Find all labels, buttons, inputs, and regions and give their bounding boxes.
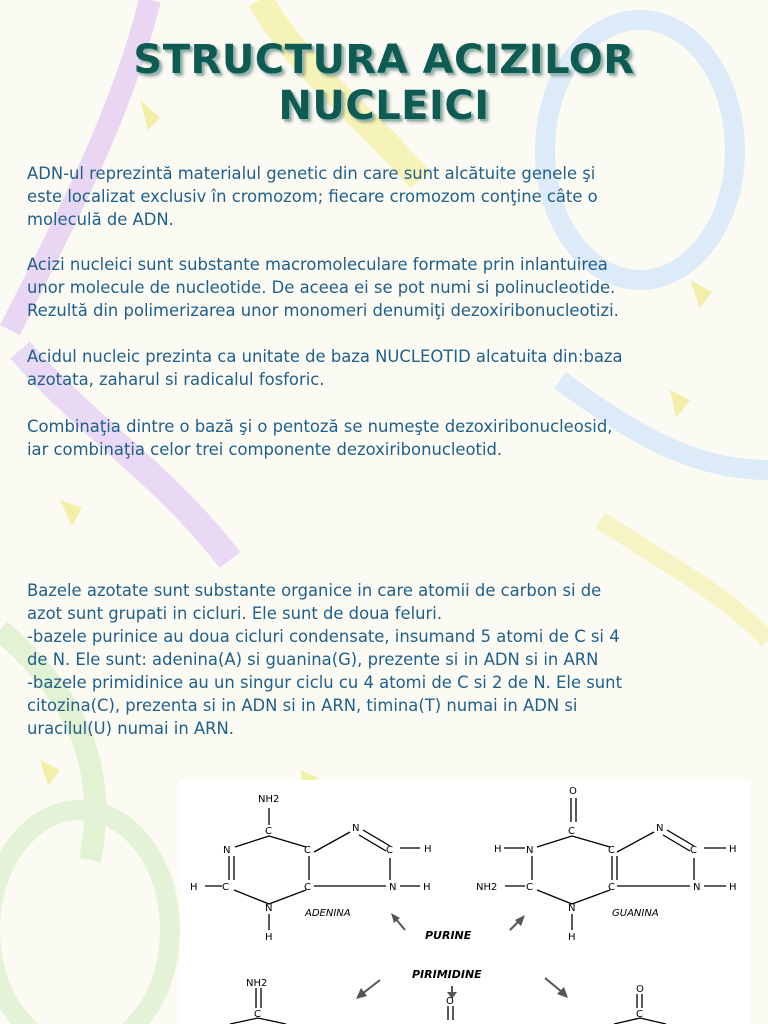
atom-c4-cyt: C (254, 1009, 261, 1020)
paragraph-nucleic-acids (27, 253, 742, 322)
adenine-label: ADENINA (305, 908, 351, 919)
text-line: Acizi nucleici sunt substante macromoleculare formate prin inlantuirea (27, 255, 608, 274)
guanine-nh2: NH2 (476, 882, 498, 893)
atom-c5: C (304, 845, 311, 856)
atom-c8-g: C (690, 845, 697, 856)
atom-o6: O (569, 786, 577, 797)
nitrogen-bases-diagram (180, 780, 750, 1024)
atom-h8: H (424, 844, 432, 855)
atom-c6: C (265, 826, 272, 837)
text-line: ADN-ul reprezintă materialul genetic din care sunt alcătuite genele şi (27, 164, 596, 183)
atom-n9: N (389, 882, 397, 893)
atom-n9-g: N (693, 882, 701, 893)
text-line: Rezultă din polimerizarea unor monomeri denumiţi dezoxiribonucleotizi. (27, 301, 619, 320)
atom-n3: N (265, 903, 273, 914)
text-line: uracilul(U) numai in ARN. (27, 719, 235, 738)
atom-c4: C (304, 882, 311, 893)
text-line: azotata, zaharul si radicalul fosforic. (27, 370, 325, 389)
atom-h1-g: H (494, 844, 502, 855)
atom-c4-g: C (608, 882, 615, 893)
atom-n7-g: N (656, 823, 664, 834)
purine-label: PURINE (425, 929, 472, 942)
page-title (0, 37, 768, 129)
text-line: iar combinaţia celor trei componente dezoxiribonucleotid. (27, 440, 503, 459)
atom-h3-g: H (568, 932, 576, 943)
atom-c6-g: C (568, 826, 575, 837)
title-line-2: NUCLEICI (278, 82, 490, 129)
atom-h9: H (423, 882, 431, 893)
text-line: Bazele azotate sunt substante organice in care atomii de carbon si de (27, 581, 602, 600)
atom-o-right: O (636, 984, 644, 995)
text-line: unor molecule de nucleotide. De aceea ei se pot numi si polinucleotide. (27, 278, 616, 297)
pirimidine-label: PIRIMIDINE (412, 968, 482, 981)
text-line: Acidul nucleic prezinta ca unitate de baza NUCLEOTID alcatuita din:baza (27, 347, 623, 366)
atom-n7: N (352, 823, 360, 834)
paragraph-adn-definition (27, 162, 742, 231)
guanine-label: GUANINA (612, 908, 659, 919)
paragraph-nitrogen-bases (27, 579, 742, 740)
text-line: azot sunt grupati in cicluri. Ele sunt de doua feluri. (27, 604, 443, 623)
text-line: citozina(C), prezenta si in ADN si in ARN, timina(T) numai in ADN si (27, 696, 578, 715)
text-line: moleculă de ADN. (27, 210, 174, 229)
atom-n1: N (223, 845, 231, 856)
text-line: -bazele primidinice au un singur ciclu cu 4 atomi de C si 2 de N. Ele sunt (27, 673, 623, 692)
atom-c5-g: C (608, 845, 615, 856)
paragraph-nucleotide (27, 345, 742, 391)
atom-n3-g: N (568, 903, 576, 914)
text-line: Combinaţia dintre o bază şi o pentoză se numeşte dezoxiribonucleosid, (27, 417, 613, 436)
text-line: este localizat exclusiv în cromozom; fiecare cromozom conţine câte o (27, 187, 598, 206)
atom-h2: H (190, 882, 198, 893)
atom-c2: C (222, 882, 229, 893)
text-line: -bazele purinice au doua cicluri condensate, insumand 5 atomi de C si 4 (27, 627, 620, 646)
title-line-1: STRUCTURA ACIZILOR (133, 36, 635, 83)
cytosine-nh2: NH2 (246, 978, 268, 989)
atom-c2-g: C (526, 882, 533, 893)
text-line: de N. Ele sunt: adenina(A) si guanina(G), prezente si in ADN si in ARN (27, 650, 599, 669)
atom-o-center: O (446, 996, 454, 1007)
adenine-nh2: NH2 (258, 794, 280, 805)
atom-c-right: C (636, 1009, 643, 1020)
atom-h8-g: H (729, 844, 737, 855)
paragraph-combination (27, 415, 742, 461)
atom-h9-g: H (729, 882, 737, 893)
atom-c8: C (386, 845, 393, 856)
atom-n1-g: N (526, 845, 534, 856)
atom-h3: H (265, 932, 273, 943)
